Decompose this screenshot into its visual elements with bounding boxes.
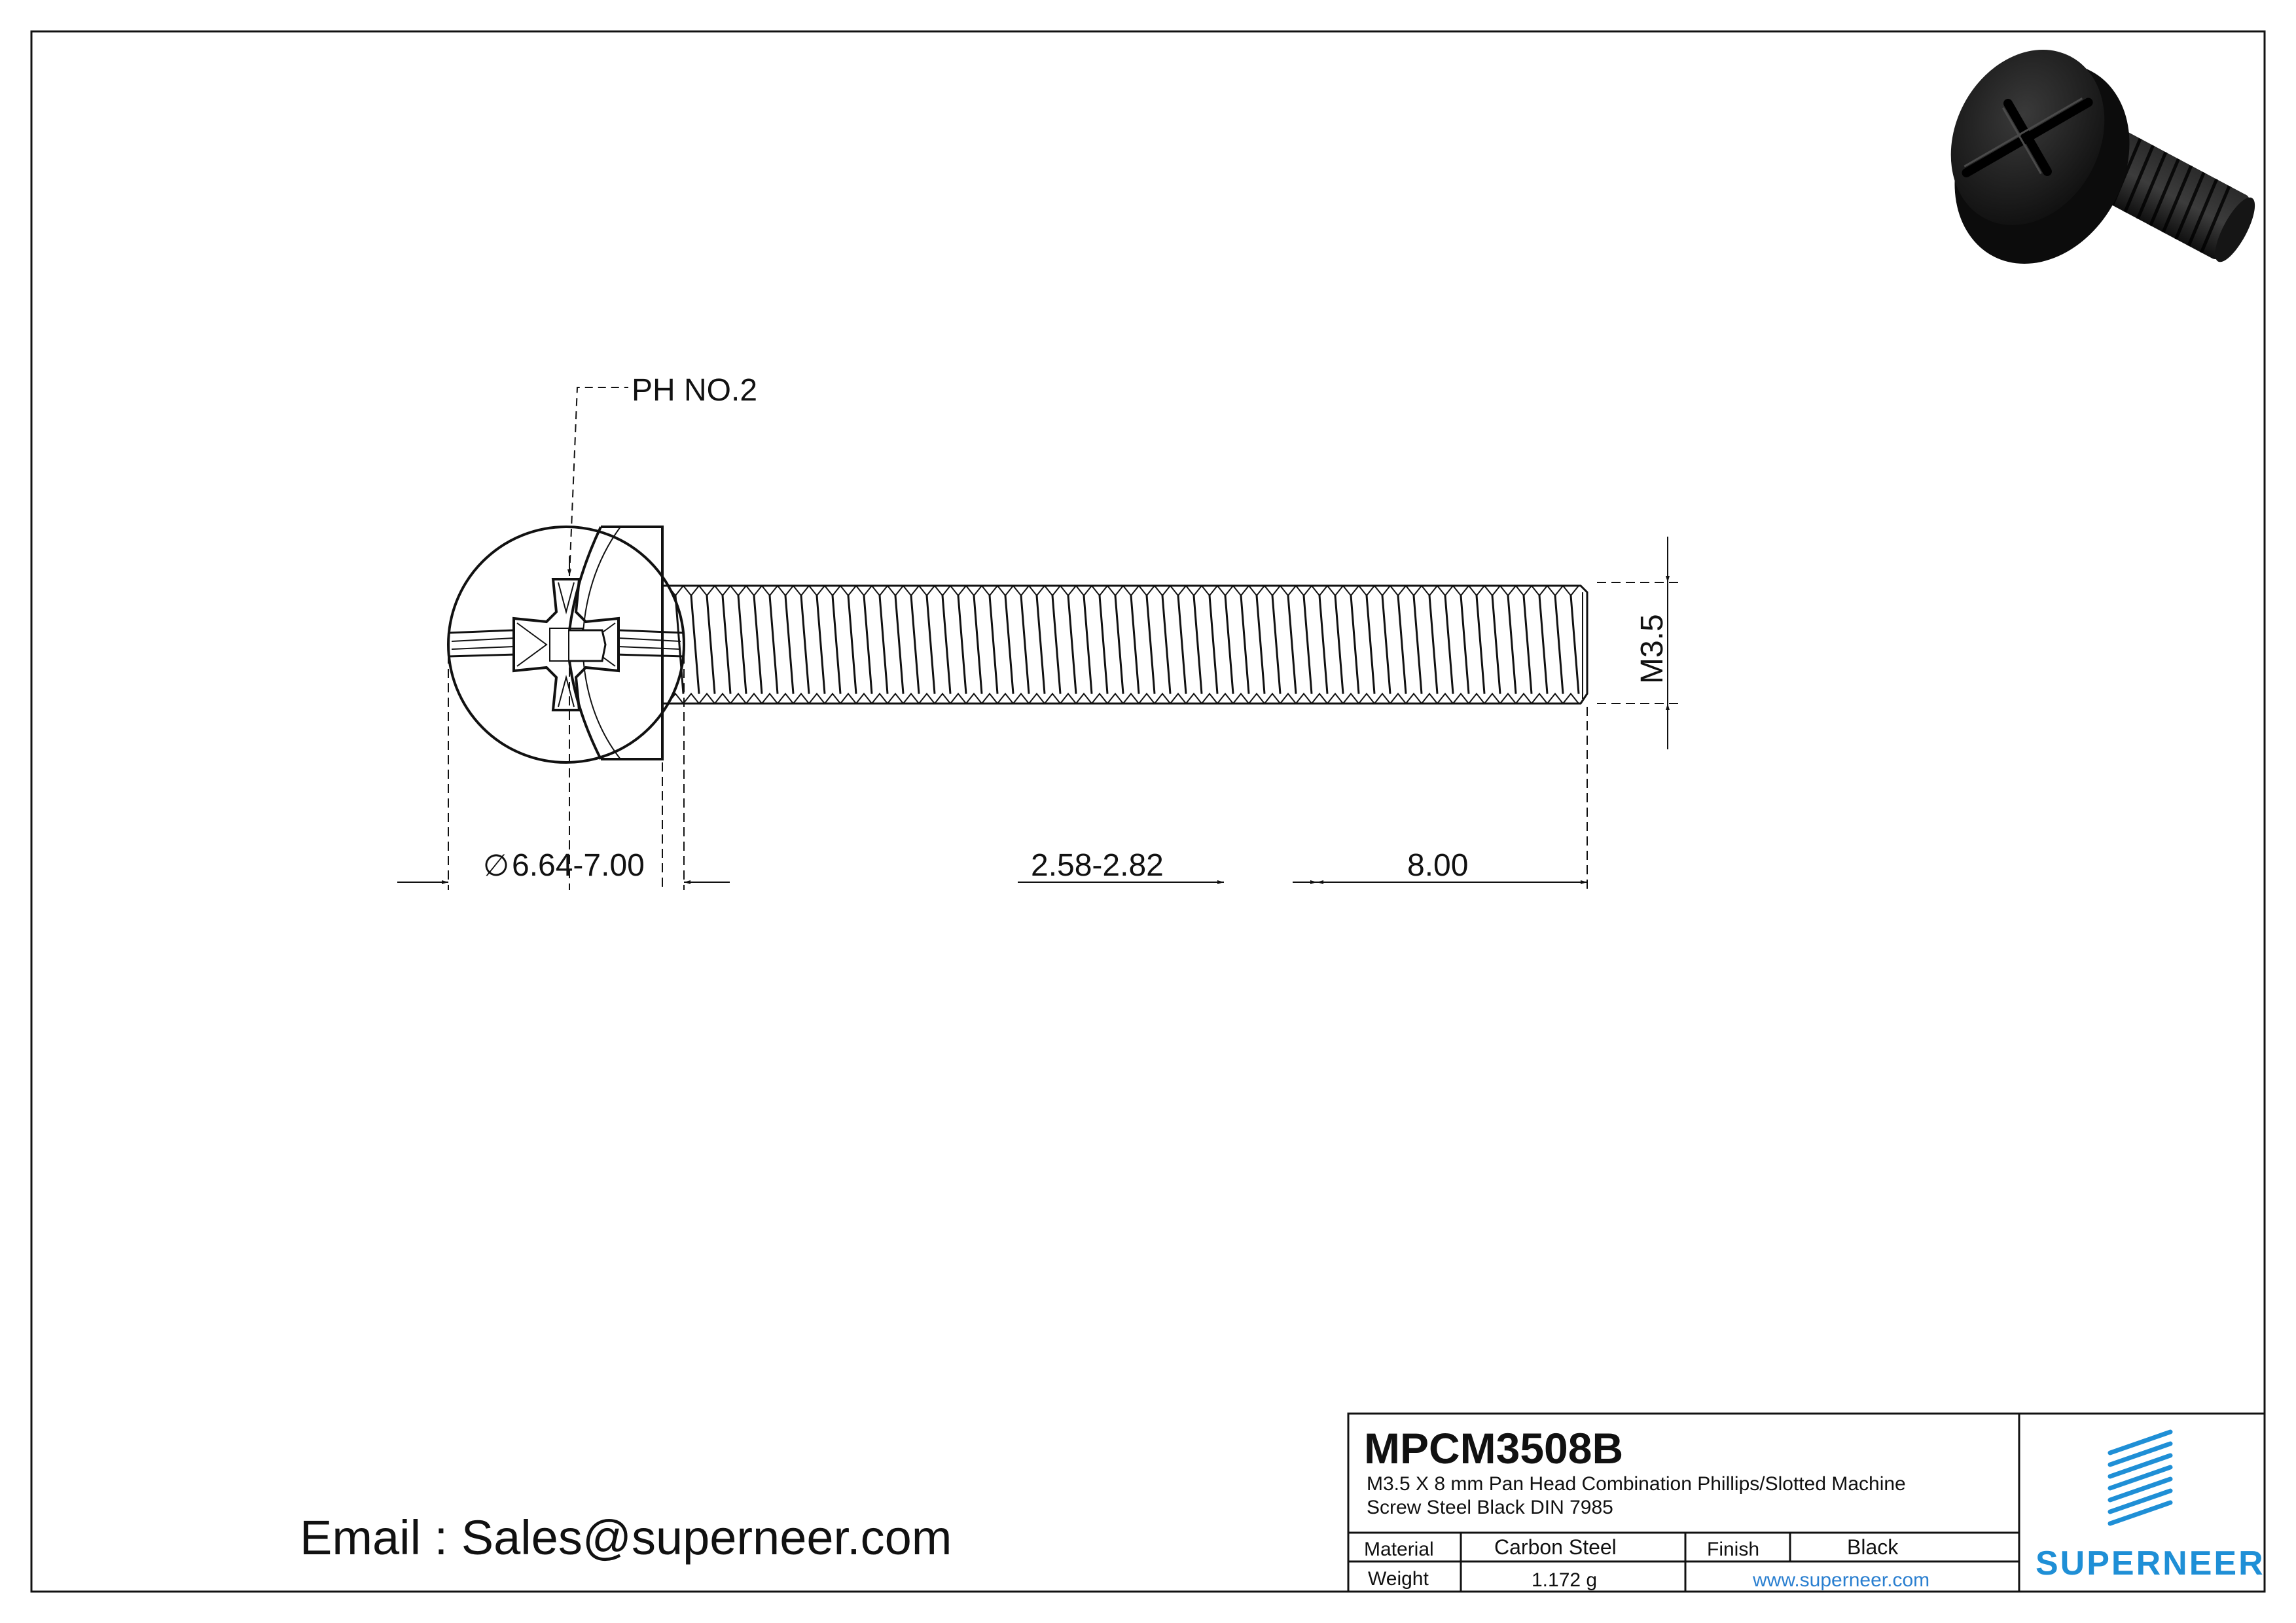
superneer-logo-icon [2110, 1432, 2170, 1524]
description-line-1: M3.5 X 8 mm Pan Head Combination Phillips/Slotted Machine [1367, 1473, 1906, 1495]
screw-side-view [569, 527, 1587, 759]
description-line-2: Screw Steel Black DIN 7985 [1367, 1497, 1613, 1518]
head-top-view [448, 527, 684, 762]
weight-label: Weight [1368, 1568, 1429, 1590]
finish-label: Finish [1707, 1539, 1760, 1560]
driver-type-label: PH NO.2 [632, 373, 758, 408]
sheet-border [31, 31, 2265, 1592]
website-link[interactable]: www.superneer.com [1753, 1569, 1930, 1591]
head-diameter-value: 6.64-7.00 [512, 848, 645, 883]
head-height-value: 2.58-2.82 [1031, 848, 1164, 883]
thread-size-value: M3.5 [1635, 614, 1670, 684]
finish-value: Black [1847, 1535, 1899, 1559]
part-number: MPCM3508B [1364, 1424, 1624, 1472]
weight-value: 1.172 g [1532, 1569, 1598, 1591]
length-value: 8.00 [1407, 848, 1469, 883]
brand-name: SUPERNEER [2036, 1544, 2265, 1582]
material-value: Carbon Steel [1494, 1535, 1617, 1559]
material-label: Material [1364, 1539, 1434, 1560]
contact-email: Email : Sales@superneer.com [300, 1510, 952, 1565]
diameter-symbol: ∅ [483, 848, 510, 882]
screw-3d-render [1921, 23, 2263, 294]
